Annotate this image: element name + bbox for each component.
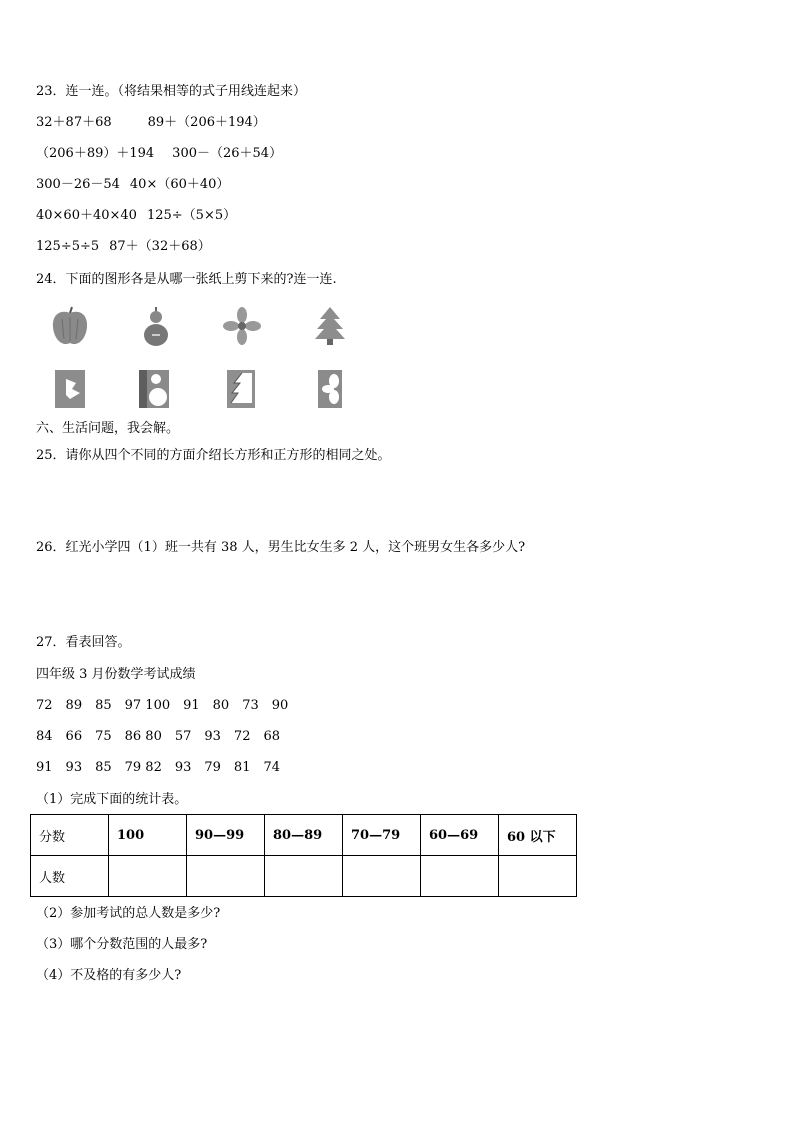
q27-sub3: （3）哪个分数范围的人最多?: [36, 937, 208, 952]
q23-row-4: [36, 208, 236, 224]
q27-title: 27．看表回答。: [36, 635, 131, 650]
q27-subtitle: 四年级 3 月份数学考试成绩: [36, 667, 196, 682]
table-input-cell[interactable]: [343, 856, 421, 897]
q24-title: 24．下面的图形各是从哪一张纸上剪下来的?连一连.: [36, 272, 337, 287]
q26-text: 26．红光小学四（1）班一共有 38 人，男生比女生多 2 人，这个班男女生各多少人?: [36, 540, 526, 555]
tree-icon[interactable]: [310, 305, 350, 349]
cutout-paper-4-icon[interactable]: [310, 367, 350, 411]
q23-right-5[interactable]: 87＋（32＋68）: [109, 239, 211, 254]
q25-text: 25．请你从四个不同的方面介绍长方形和正方形的相同之处。: [36, 448, 391, 463]
q23-right-4[interactable]: 125÷（5×5）: [146, 208, 237, 223]
q23-left-4[interactable]: 40×60＋40×40: [36, 208, 137, 223]
table-row: [31, 815, 577, 856]
q23-row-1: [36, 115, 266, 131]
table-header-cell: 60—69: [421, 815, 499, 856]
q24-bottom-shapes: [40, 367, 380, 417]
table-row-label: 人数: [31, 856, 109, 897]
apple-icon[interactable]: [50, 305, 90, 349]
q23-right-2[interactable]: 300－（26＋54）: [172, 146, 283, 161]
table-input-cell[interactable]: [265, 856, 343, 897]
table-input-cell[interactable]: [499, 856, 577, 897]
q23-title: 23．连一连。（将结果相等的式子用线连起来）: [36, 84, 307, 99]
q23-row-3: [36, 177, 229, 193]
q24-top-shapes: [40, 305, 380, 355]
score-row-3: 91 93 85 79 82 93 79 81 74: [36, 760, 281, 775]
q23-row-5: [36, 239, 211, 255]
q23-left-3[interactable]: 300－26－54: [36, 177, 120, 192]
q23-left-1[interactable]: 32＋87＋68: [36, 115, 112, 130]
q27-sub2: （2）参加考试的总人数是多少?: [36, 906, 221, 921]
flower-icon[interactable]: [222, 305, 262, 349]
cutout-paper-3-icon[interactable]: [222, 367, 262, 411]
q23-right-1[interactable]: 89＋（206＋194）: [147, 115, 266, 130]
cutout-paper-2-icon[interactable]: [136, 367, 176, 411]
stat-table: [30, 814, 577, 897]
table-header-cell: 70—79: [343, 815, 421, 856]
gourd-icon[interactable]: [136, 305, 176, 349]
score-row-2: 84 66 75 86 80 57 93 72 68: [36, 729, 281, 744]
q27-sub1: （1）完成下面的统计表。: [36, 792, 188, 807]
table-header-cell: 100: [109, 815, 187, 856]
table-header-cell: 分数: [31, 815, 109, 856]
table-header-cell: 60 以下: [499, 815, 577, 856]
q23-left-2[interactable]: （206＋89）＋194: [36, 146, 155, 161]
q23-right-3[interactable]: 40×（60＋40）: [129, 177, 230, 192]
score-row-1: 72 89 85 97 100 91 80 73 90: [36, 698, 289, 713]
table-input-cell[interactable]: [187, 856, 265, 897]
table-input-cell[interactable]: [109, 856, 187, 897]
q27-sub4: （4）不及格的有多少人?: [36, 968, 182, 983]
section-heading: 六、生活问题，我会解。: [36, 421, 180, 436]
q23-row-2: [36, 146, 282, 162]
q23-left-5[interactable]: 125÷5÷5: [36, 239, 100, 254]
table-input-cell[interactable]: [421, 856, 499, 897]
cutout-paper-1-icon[interactable]: [52, 367, 92, 411]
table-header-cell: 80—89: [265, 815, 343, 856]
table-row: [31, 856, 577, 897]
table-header-cell: 90—99: [187, 815, 265, 856]
